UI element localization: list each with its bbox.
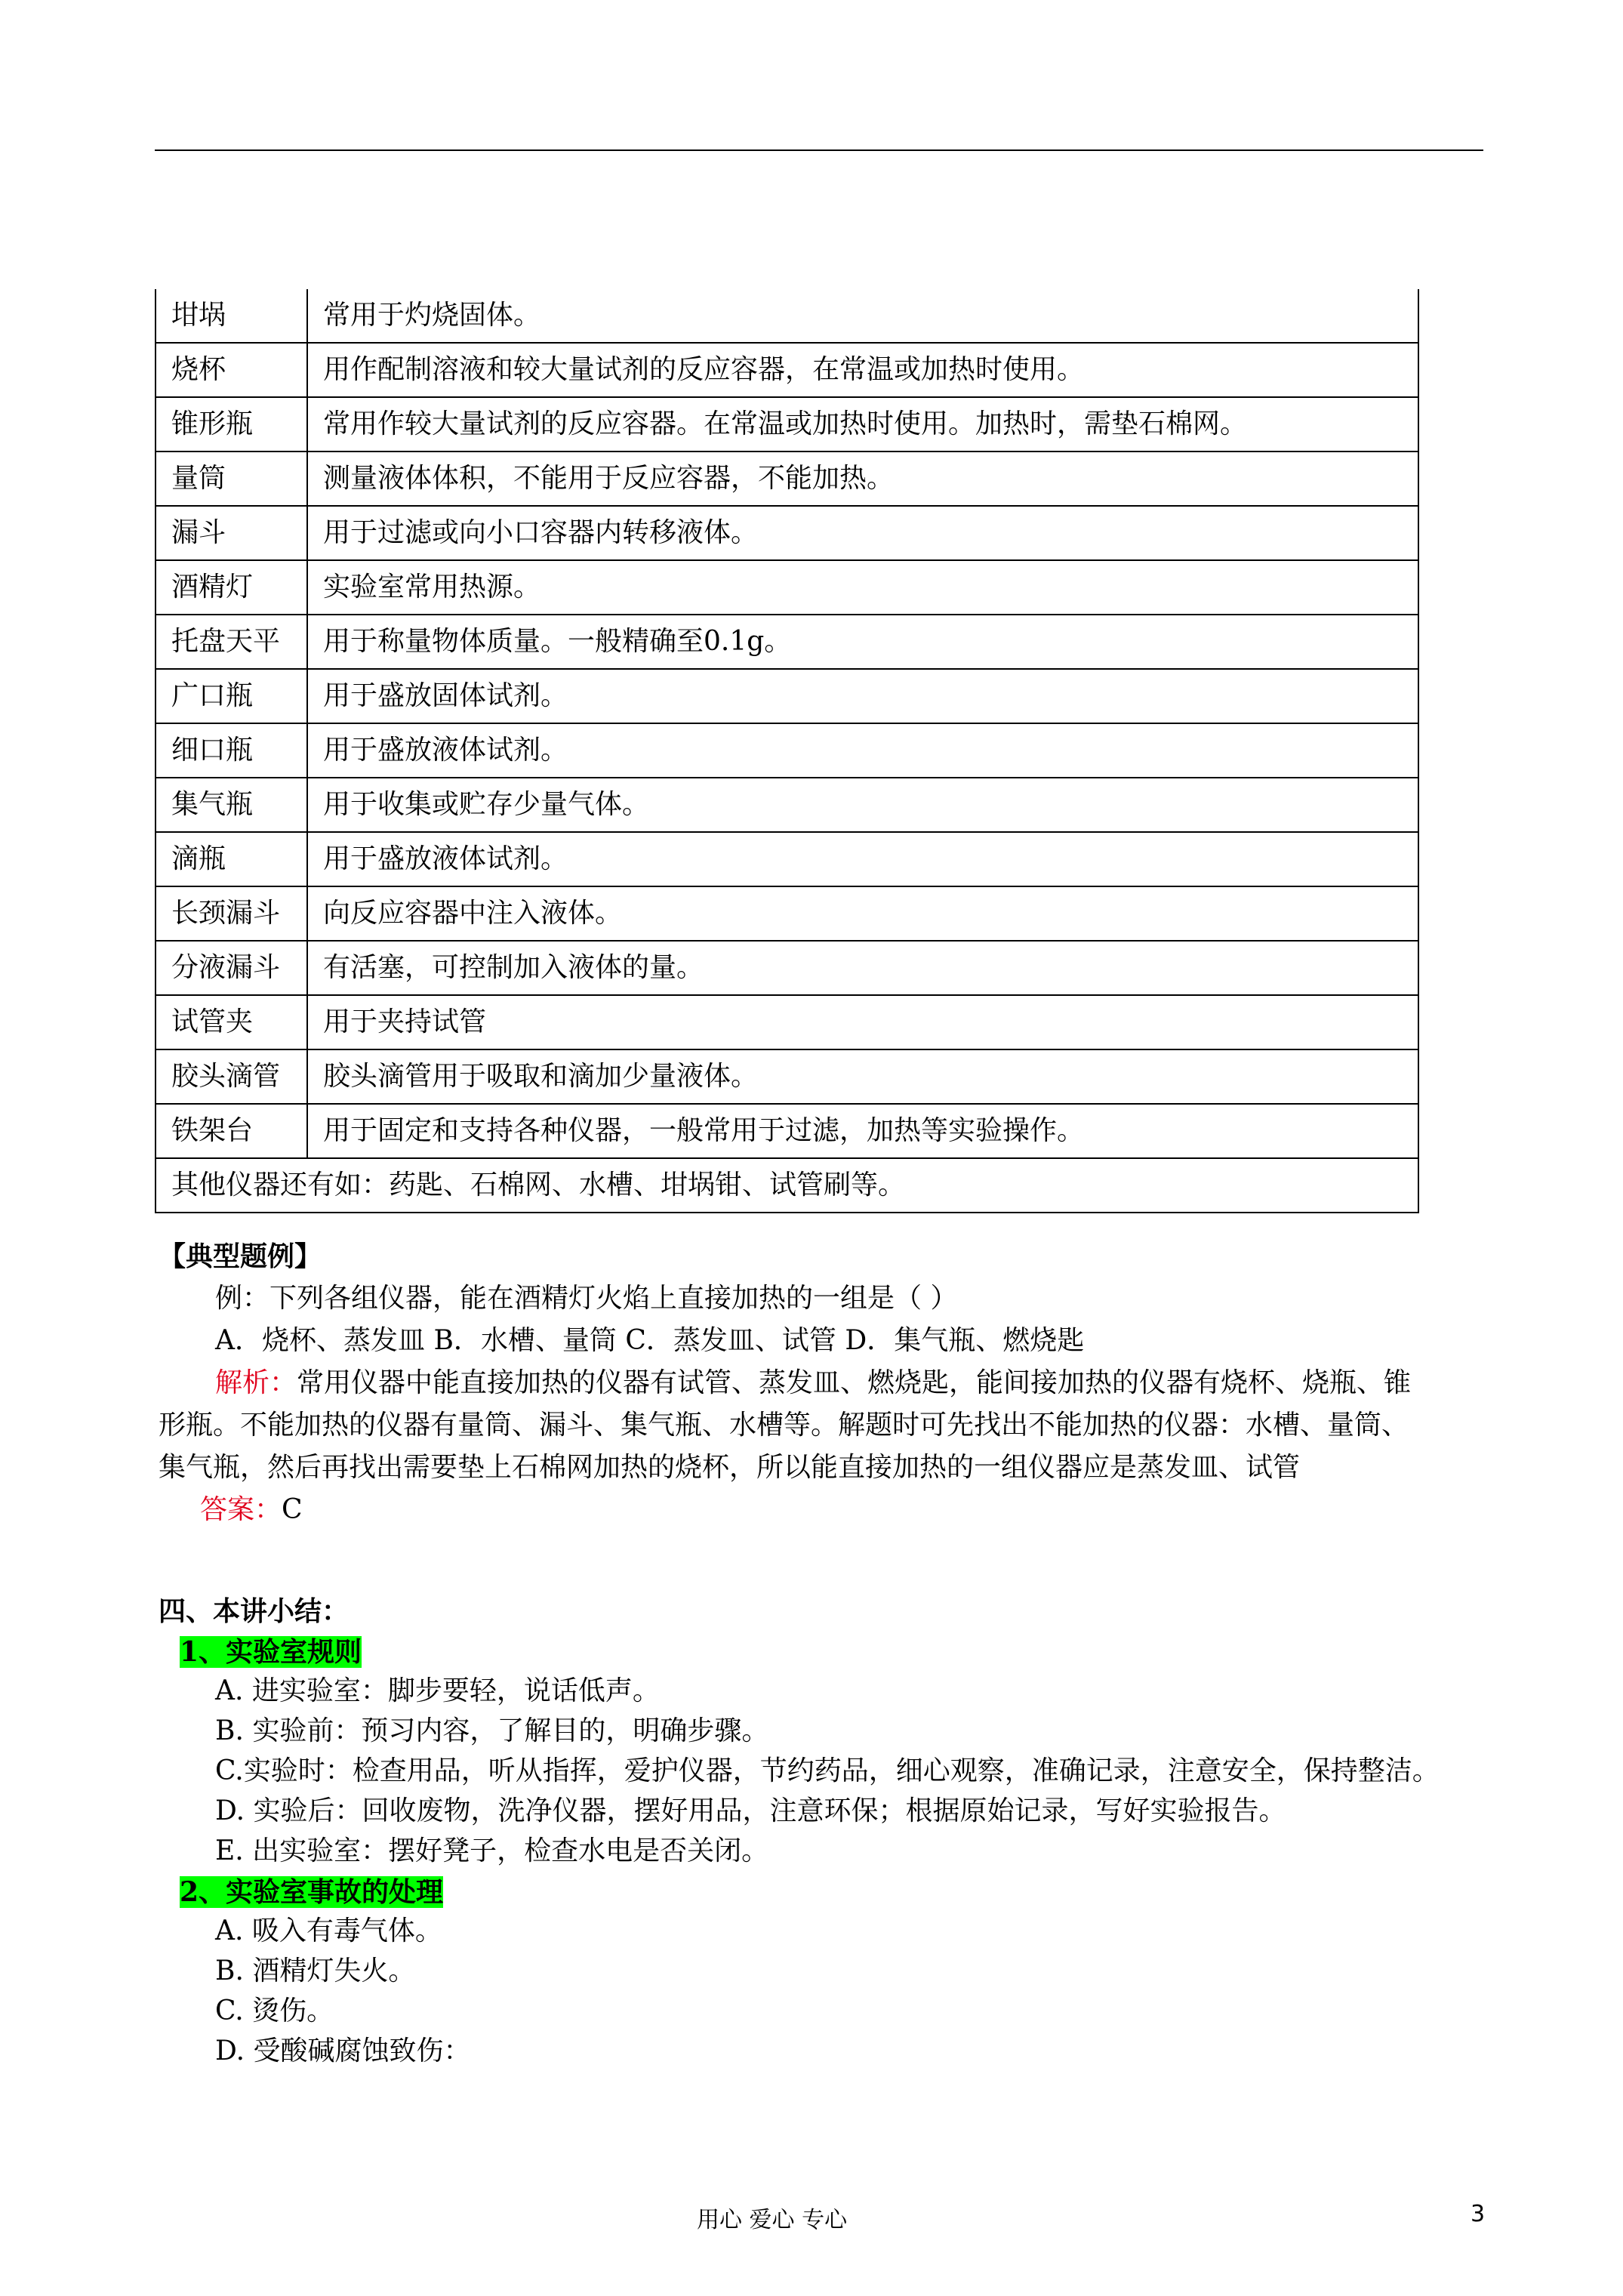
instrument-use: 用于夹持试管 (307, 995, 1418, 1049)
analysis-line-1 (215, 1365, 1411, 1401)
table-row (156, 778, 1418, 832)
instrument-name: 漏斗 (156, 506, 307, 560)
footer-motto: 用心 爱心 专心 (697, 2207, 848, 2233)
instrument-use: 用于盛放液体试剂。 (307, 832, 1418, 886)
table-row (156, 886, 1418, 941)
list-item: E. 出实验室：摆好凳子，检查水电是否关闭。 (215, 1835, 769, 1866)
table-row (156, 289, 1418, 343)
example-options: A．烧杯、蒸发皿 B．水槽、量筒 C．蒸发皿、试管 D．集气瓶、燃烧匙 (215, 1325, 1085, 1356)
instrument-use: 用作配制溶液和较大量试剂的反应容器，在常温或加热时使用。 (307, 343, 1418, 397)
instrument-name: 广口瓶 (156, 669, 307, 723)
list-item: B. 实验前：预习内容，了解目的，明确步骤。 (215, 1715, 769, 1746)
list-item: A. 吸入有毒气体。 (215, 1915, 442, 1946)
analysis-label: 解析： (215, 1367, 297, 1398)
header-rule (155, 149, 1483, 151)
instrument-use: 常用作较大量试剂的反应容器。在常温或加热时使用。加热时，需垫石棉网。 (307, 397, 1418, 451)
table-row (156, 615, 1418, 669)
page-number: 3 (1471, 2201, 1486, 2227)
list-item: C.实验时：检查用品，听从指挥，爱护仪器，节约药品，细心观察，准确记录，注意安全，保持整洁。 (215, 1755, 1440, 1786)
instrument-use: 有活塞，可控制加入液体的量。 (307, 941, 1418, 995)
other-instruments: 其他仪器还有如：药匙、石棉网、水槽、坩埚钳、试管刷等。 (156, 1158, 1418, 1213)
instrument-use: 用于盛放液体试剂。 (307, 723, 1418, 778)
table-row (156, 995, 1418, 1049)
table-row (156, 832, 1418, 886)
instrument-name: 铁架台 (156, 1104, 307, 1158)
instrument-use: 用于称量物体质量。一般精确至0.1g。 (307, 615, 1418, 669)
instrument-name: 量筒 (156, 451, 307, 506)
instrument-use: 向反应容器中注入液体。 (307, 886, 1418, 941)
list-item: A. 进实验室：脚步要轻，说话低声。 (215, 1675, 660, 1706)
instrument-name: 分液漏斗 (156, 941, 307, 995)
list-item: D. 受酸碱腐蚀致伤： (215, 2036, 471, 2066)
table-row (156, 506, 1418, 560)
table-row (156, 941, 1418, 995)
instrument-name: 坩埚 (156, 289, 307, 343)
table-row (156, 669, 1418, 723)
section2-title: 2、实验室事故的处理 (180, 1876, 444, 1908)
instrument-use: 用于收集或贮存少量气体。 (307, 778, 1418, 832)
table-row (156, 560, 1418, 615)
instrument-name: 烧杯 (156, 343, 307, 397)
instrument-use: 用于盛放固体试剂。 (307, 669, 1418, 723)
example-question: 例：下列各组仪器，能在酒精灯火焰上直接加热的一组是（ ） (215, 1283, 958, 1314)
section1-title: 1、实验室规则 (180, 1636, 362, 1668)
list-item: C. 烫伤。 (215, 1996, 334, 2026)
table-row (156, 451, 1418, 506)
answer-line (200, 1492, 303, 1528)
table-row (156, 343, 1418, 397)
instrument-name: 细口瓶 (156, 723, 307, 778)
instrument-name: 集气瓶 (156, 778, 307, 832)
table-row (156, 1104, 1418, 1158)
summary-heading: 四、本讲小结： (159, 1595, 350, 1627)
instrument-name: 试管夹 (156, 995, 307, 1049)
instrument-name: 锥形瓶 (156, 397, 307, 451)
instrument-name: 托盘天平 (156, 615, 307, 669)
instrument-name: 酒精灯 (156, 560, 307, 615)
example-heading: 【典型题例】 (159, 1240, 322, 1272)
instrument-use: 实验室常用热源。 (307, 560, 1418, 615)
answer-label: 答案： (200, 1494, 282, 1525)
instrument-use: 常用于灼烧固体。 (307, 289, 1418, 343)
instrument-table (155, 289, 1419, 1213)
analysis-line-2: 形瓶。不能加热的仪器有量筒、漏斗、集气瓶、水槽等。解题时可先找出不能加热的仪器：水槽、量筒、 (159, 1410, 1409, 1441)
instrument-use: 胶头滴管用于吸取和滴加少量液体。 (307, 1049, 1418, 1104)
instrument-use: 用于固定和支持各种仪器，一般常用于过滤，加热等实验操作。 (307, 1104, 1418, 1158)
list-item: D. 实验后：回收废物，洗净仪器，摆好用品，注意环保；根据原始记录，写好实验报告。 (215, 1795, 1286, 1826)
instrument-name: 长颈漏斗 (156, 886, 307, 941)
instrument-name: 胶头滴管 (156, 1049, 307, 1104)
table-row (156, 723, 1418, 778)
table-row (156, 1049, 1418, 1104)
section1-title-wrap (180, 1634, 362, 1671)
list-item: B. 酒精灯失火。 (215, 1955, 416, 1986)
answer-value: C (282, 1494, 303, 1525)
instrument-use: 用于过滤或向小口容器内转移液体。 (307, 506, 1418, 560)
section2-title-wrap (180, 1874, 443, 1911)
analysis-text-1: 常用仪器中能直接加热的仪器有试管、蒸发皿、燃烧匙，能间接加热的仪器有烧杯、烧瓶、锥 (297, 1367, 1412, 1398)
table-footer-row (156, 1158, 1418, 1213)
instrument-name: 滴瓶 (156, 832, 307, 886)
instrument-use: 测量液体体积，不能用于反应容器，不能加热。 (307, 451, 1418, 506)
table-row (156, 397, 1418, 451)
analysis-line-3: 集气瓶，然后再找出需要垫上石棉网加热的烧杯，所以能直接加热的一组仪器应是蒸发皿、试管 (159, 1452, 1301, 1483)
